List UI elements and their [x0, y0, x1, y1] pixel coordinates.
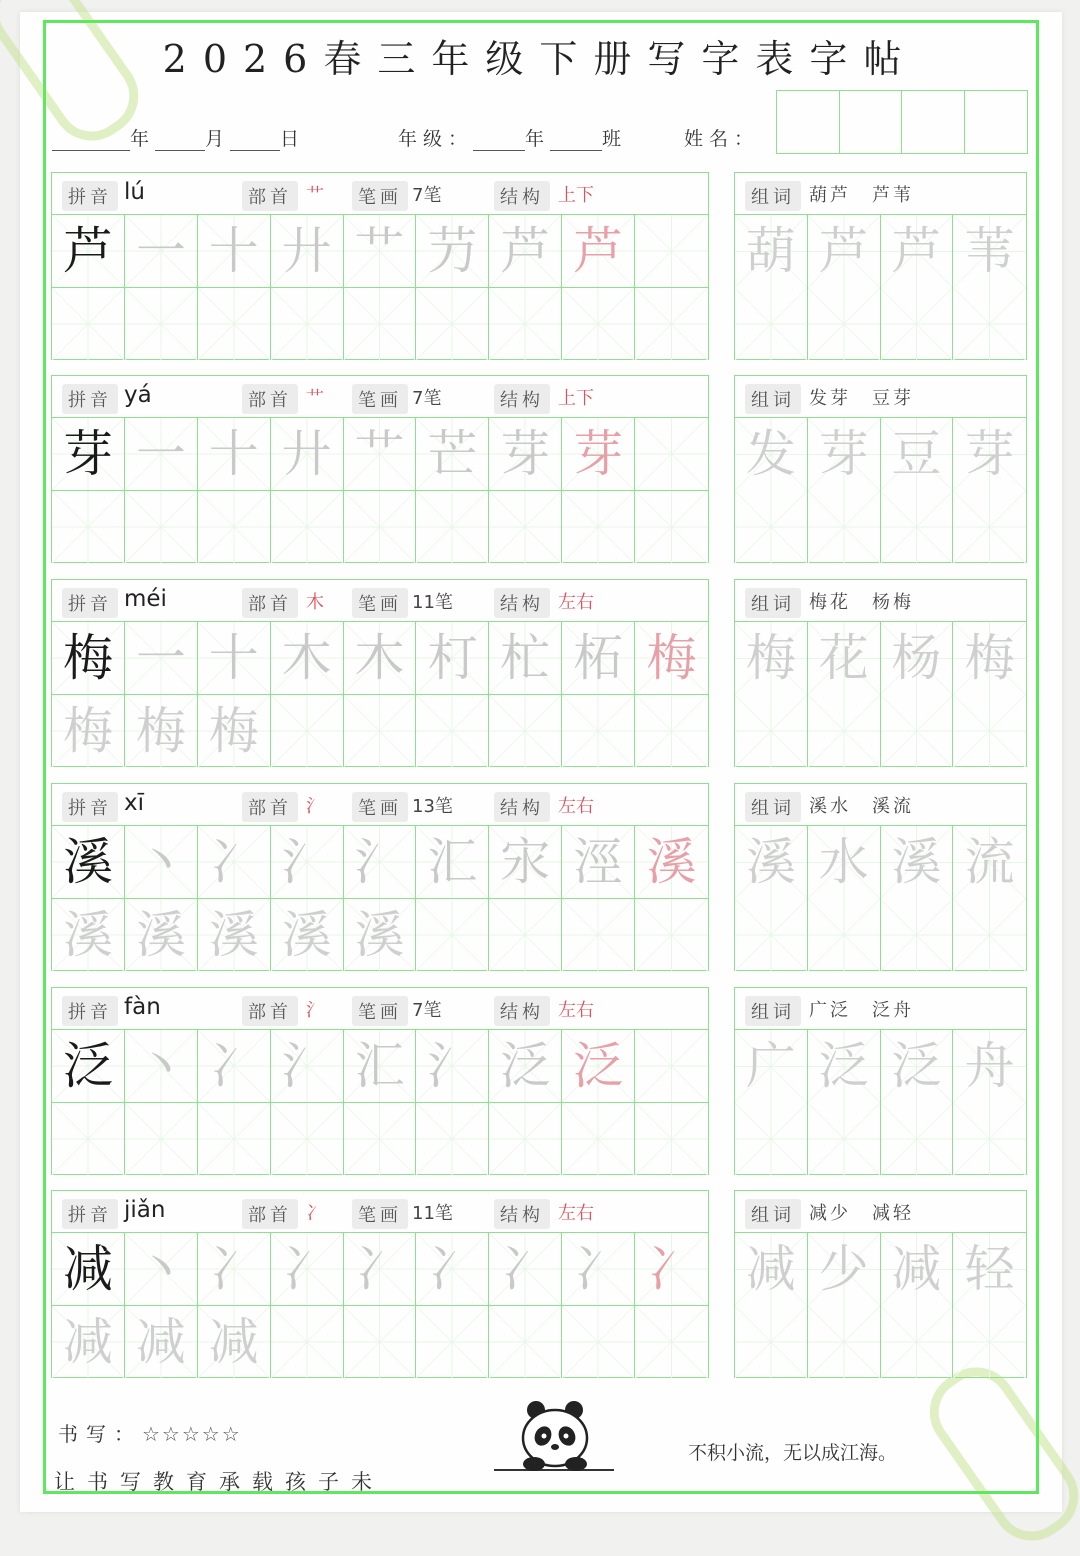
stroke-step-cell[interactable]: 艹 — [344, 215, 417, 288]
pinyin-label: 拼音 — [62, 996, 118, 1026]
panda-icon — [494, 1400, 614, 1474]
writing-cell[interactable] — [344, 695, 417, 768]
stroke-step-cell[interactable]: 冫 — [198, 826, 271, 899]
stroke-step-cell[interactable]: 溪 — [125, 899, 198, 972]
word-trace-cell[interactable]: 舟 — [953, 1030, 1026, 1103]
character-info-bar — [52, 784, 708, 826]
structure-label: 结构 — [494, 792, 550, 822]
name-field-label: 姓名： — [684, 128, 760, 150]
radical-value: 冫 — [306, 1203, 324, 1224]
strokes-label: 笔画 — [352, 1199, 408, 1229]
radical-label: 部首 — [242, 384, 298, 414]
word-trace-cell[interactable]: 减 — [881, 1233, 954, 1306]
grade-year-blank[interactable] — [473, 130, 525, 151]
stroke-step-cell[interactable]: 丶 — [125, 826, 198, 899]
stroke-practice-panel — [51, 1190, 709, 1378]
stroke-step-cell[interactable]: 汇 — [344, 1030, 417, 1103]
word-info-bar — [735, 784, 1026, 826]
word-writing-cell[interactable] — [881, 695, 954, 768]
character-block — [51, 783, 1027, 971]
stroke-step-cell[interactable]: 溪 — [52, 899, 125, 972]
word-writing-cell[interactable] — [808, 899, 881, 972]
word-writing-cell[interactable] — [735, 1103, 808, 1176]
words-label: 组词 — [745, 996, 801, 1026]
word-writing-cell[interactable] — [735, 1306, 808, 1379]
stroke-step-cell[interactable]: 丶 — [125, 1233, 198, 1306]
stroke-step-cell[interactable]: 梅 — [198, 695, 271, 768]
writing-cell[interactable] — [562, 491, 635, 564]
word-grid — [735, 622, 1026, 767]
word-writing-cell[interactable] — [808, 1306, 881, 1379]
word-writing-cell[interactable] — [953, 491, 1026, 564]
radical-label: 部首 — [242, 1199, 298, 1229]
writing-cell[interactable] — [416, 1306, 489, 1379]
word-writing-cell[interactable] — [735, 491, 808, 564]
writing-cell[interactable] — [125, 288, 198, 361]
word-grid — [735, 418, 1026, 563]
structure-value: 左右 — [558, 1000, 594, 1021]
word-trace-cell[interactable]: 豆 — [881, 418, 954, 491]
word-trace-cell[interactable]: 杨 — [881, 622, 954, 695]
word-writing-cell[interactable] — [953, 1103, 1026, 1176]
word-info-bar — [735, 988, 1026, 1030]
stroke-grid — [52, 1030, 708, 1175]
word-trace-cell[interactable]: 梅 — [735, 622, 808, 695]
model-character: 芦 — [52, 215, 125, 288]
stroke-step-cell[interactable]: 艹 — [344, 418, 417, 491]
writing-cell[interactable] — [52, 288, 125, 361]
word-practice-panel — [734, 1190, 1027, 1378]
stroke-step-cell[interactable]: 冫 — [271, 1233, 344, 1306]
stroke-step-cell[interactable]: 梅 — [125, 695, 198, 768]
class-blank[interactable] — [550, 130, 602, 151]
stroke-step-cell[interactable]: 廾 — [271, 215, 344, 288]
strokes-label: 笔画 — [352, 792, 408, 822]
pinyin-value: yá — [124, 382, 152, 408]
writing-cell[interactable] — [635, 418, 708, 491]
word-writing-cell[interactable] — [953, 288, 1026, 361]
stroke-practice-panel — [51, 783, 709, 971]
stroke-step-cell[interactable]: 减 — [198, 1306, 271, 1379]
stroke-step-cell[interactable]: 柘 — [562, 622, 635, 695]
writing-cell[interactable] — [198, 491, 271, 564]
word-writing-cell[interactable] — [881, 1103, 954, 1176]
writing-cell[interactable] — [416, 695, 489, 768]
strokes-value: 11笔 — [412, 592, 453, 613]
grade-year-label: 年 — [525, 128, 551, 150]
writing-cell[interactable] — [125, 491, 198, 564]
stroke-grid — [52, 622, 708, 767]
writing-cell[interactable] — [271, 1306, 344, 1379]
stroke-step-cell[interactable]: 冫 — [198, 1233, 271, 1306]
stroke-step-cell[interactable]: 减 — [52, 1306, 125, 1379]
stroke-step-cell[interactable]: 涇 — [562, 826, 635, 899]
radical-label: 部首 — [242, 996, 298, 1026]
word-writing-cell[interactable] — [735, 288, 808, 361]
stroke-step-cell[interactable]: 芀 — [416, 215, 489, 288]
word-info-bar — [735, 1191, 1026, 1233]
word-trace-cell[interactable]: 减 — [735, 1233, 808, 1306]
stroke-step-cell[interactable]: 减 — [125, 1306, 198, 1379]
strokes-label: 笔画 — [352, 181, 408, 211]
character-block — [51, 172, 1027, 360]
word-info-bar — [735, 580, 1026, 622]
writing-cell[interactable] — [562, 1306, 635, 1379]
stroke-grid — [52, 826, 708, 971]
year-label: 年 — [130, 128, 156, 150]
stroke-grid — [52, 418, 708, 563]
pinyin-value: fàn — [124, 994, 161, 1020]
word-writing-cell[interactable] — [808, 695, 881, 768]
words-label: 组词 — [745, 792, 801, 822]
rating-stars[interactable]: ☆☆☆☆☆ — [142, 1422, 242, 1446]
stroke-step-cell[interactable]: 溪 — [271, 899, 344, 972]
stroke-step-cell[interactable]: 冫 — [562, 1233, 635, 1306]
stroke-step-cell[interactable]: 十 — [198, 418, 271, 491]
month-label: 月 — [205, 128, 231, 150]
words-value: 减少 减轻 — [809, 1203, 914, 1224]
date-field — [52, 124, 305, 151]
word-trace-cell[interactable]: 葫 — [735, 215, 808, 288]
stroke-step-cell[interactable]: 十 — [198, 215, 271, 288]
pinyin-value: méi — [124, 586, 167, 612]
year-blank[interactable] — [52, 130, 130, 151]
stroke-step-cell[interactable]: 芒 — [416, 418, 489, 491]
word-trace-cell[interactable]: 芽 — [953, 418, 1026, 491]
character-info-bar — [52, 376, 708, 418]
strokes-label: 笔画 — [352, 996, 408, 1026]
radical-value: 艹 — [306, 185, 324, 206]
stroke-step-cell[interactable]: 廾 — [271, 418, 344, 491]
word-trace-cell[interactable]: 苇 — [953, 215, 1026, 288]
writing-cell[interactable] — [416, 899, 489, 972]
stroke-step-cell[interactable]: 朾 — [416, 622, 489, 695]
stroke-step-cell[interactable]: 梅 — [52, 695, 125, 768]
words-value: 葫芦 芦苇 — [809, 185, 914, 206]
model-character: 芽 — [52, 418, 125, 491]
day-label: 日 — [280, 128, 306, 150]
word-writing-cell[interactable] — [953, 1306, 1026, 1379]
stroke-step-cell[interactable]: 芽 — [489, 418, 562, 491]
writing-cell[interactable] — [198, 1103, 271, 1176]
word-trace-cell[interactable]: 轻 — [953, 1233, 1026, 1306]
strokes-value: 7笔 — [412, 388, 442, 409]
writing-cell[interactable] — [489, 1103, 562, 1176]
radical-label: 部首 — [242, 792, 298, 822]
character-block — [51, 987, 1027, 1175]
stroke-step-cell[interactable]: 木 — [271, 622, 344, 695]
model-character: 泛 — [52, 1030, 125, 1103]
stroke-step-cell[interactable]: 溪 — [635, 826, 708, 899]
day-blank[interactable] — [230, 130, 280, 151]
stroke-step-cell[interactable]: 泛 — [489, 1030, 562, 1103]
stroke-step-cell[interactable]: 冫 — [635, 1233, 708, 1306]
character-block — [51, 579, 1027, 767]
word-writing-cell[interactable] — [881, 491, 954, 564]
page-title: 2026春三年级下册写字表字帖 — [162, 37, 918, 81]
structure-label: 结构 — [494, 384, 550, 414]
writing-cell[interactable] — [562, 288, 635, 361]
word-writing-cell[interactable] — [808, 491, 881, 564]
structure-value: 左右 — [558, 592, 594, 613]
stroke-step-cell[interactable]: 溪 — [344, 899, 417, 972]
word-practice-panel — [734, 987, 1027, 1175]
structure-value: 上下 — [558, 388, 594, 409]
writing-cell[interactable] — [635, 1030, 708, 1103]
word-trace-cell[interactable]: 少 — [808, 1233, 881, 1306]
word-writing-cell[interactable] — [808, 1103, 881, 1176]
word-trace-cell[interactable]: 芦 — [808, 215, 881, 288]
writing-cell[interactable] — [489, 491, 562, 564]
stroke-step-cell[interactable]: 芦 — [562, 215, 635, 288]
words-label: 组词 — [745, 1199, 801, 1229]
stroke-practice-panel — [51, 172, 709, 360]
word-writing-cell[interactable] — [881, 1306, 954, 1379]
structure-label: 结构 — [494, 1199, 550, 1229]
model-character: 溪 — [52, 826, 125, 899]
word-trace-cell[interactable]: 芦 — [881, 215, 954, 288]
strokes-label: 笔画 — [352, 588, 408, 618]
grade-label: 年级： — [398, 128, 474, 150]
pinyin-value: jiǎn — [124, 1197, 166, 1223]
writing-cell[interactable] — [489, 288, 562, 361]
word-trace-cell[interactable]: 梅 — [953, 622, 1026, 695]
stroke-step-cell[interactable]: 木 — [344, 622, 417, 695]
word-trace-cell[interactable]: 发 — [735, 418, 808, 491]
word-writing-cell[interactable] — [881, 288, 954, 361]
stroke-step-cell[interactable]: 氵 — [416, 1030, 489, 1103]
stroke-grid — [52, 215, 708, 360]
quote-text: 不积小流，无以成江海。 — [688, 1442, 898, 1464]
writing-cell[interactable] — [562, 1103, 635, 1176]
word-practice-panel — [734, 783, 1027, 971]
character-info-bar — [52, 173, 708, 215]
writing-cell[interactable] — [416, 1103, 489, 1176]
writing-cell[interactable] — [635, 491, 708, 564]
strokes-value: 7笔 — [412, 1000, 442, 1021]
slogan-text: 让书写教育承载孩子未 — [54, 1470, 384, 1494]
words-value: 梅花 杨梅 — [809, 592, 914, 613]
word-practice-panel — [734, 579, 1027, 767]
word-trace-cell[interactable]: 广 — [735, 1030, 808, 1103]
word-info-bar — [735, 173, 1026, 215]
writing-cell[interactable] — [271, 695, 344, 768]
writing-cell[interactable] — [489, 695, 562, 768]
writing-cell[interactable] — [344, 491, 417, 564]
word-grid — [735, 826, 1026, 971]
word-trace-cell[interactable]: 花 — [808, 622, 881, 695]
writing-cell[interactable] — [271, 491, 344, 564]
word-writing-cell[interactable] — [735, 695, 808, 768]
strokes-value: 13笔 — [412, 796, 453, 817]
writing-cell[interactable] — [344, 1306, 417, 1379]
radical-value: 木 — [306, 592, 324, 613]
writing-cell[interactable] — [635, 215, 708, 288]
word-writing-cell[interactable] — [881, 899, 954, 972]
character-block — [51, 1190, 1027, 1378]
stroke-practice-panel — [51, 987, 709, 1175]
stroke-step-cell[interactable]: 汇 — [416, 826, 489, 899]
word-trace-cell[interactable]: 流 — [953, 826, 1026, 899]
structure-label: 结构 — [494, 181, 550, 211]
structure-value: 上下 — [558, 185, 594, 206]
pinyin-label: 拼音 — [62, 181, 118, 211]
stroke-step-cell[interactable]: 丶 — [125, 1030, 198, 1103]
class-label: 班 — [602, 128, 628, 150]
stroke-step-cell[interactable]: 冫 — [489, 1233, 562, 1306]
structure-label: 结构 — [494, 588, 550, 618]
writing-cell[interactable] — [198, 288, 271, 361]
writing-cell[interactable] — [344, 288, 417, 361]
writing-cell[interactable] — [635, 695, 708, 768]
words-label: 组词 — [745, 588, 801, 618]
stroke-step-cell[interactable]: 泛 — [562, 1030, 635, 1103]
radical-value: 氵 — [306, 1000, 324, 1021]
character-info-bar — [52, 988, 708, 1030]
word-info-bar — [735, 376, 1026, 418]
stroke-step-cell[interactable]: 溪 — [198, 899, 271, 972]
structure-value: 左右 — [558, 796, 594, 817]
writing-cell[interactable] — [562, 695, 635, 768]
word-trace-cell[interactable]: 溪 — [735, 826, 808, 899]
words-value: 发芽 豆芽 — [809, 388, 914, 409]
writing-cell[interactable] — [635, 288, 708, 361]
strokes-value: 11笔 — [412, 1203, 453, 1224]
stroke-step-cell[interactable]: 一 — [125, 622, 198, 695]
words-label: 组词 — [745, 181, 801, 211]
character-block — [51, 375, 1027, 563]
writing-cell[interactable] — [52, 1103, 125, 1176]
stroke-practice-panel — [51, 375, 709, 563]
words-value: 广泛 泛舟 — [809, 1000, 914, 1021]
stroke-step-cell[interactable]: 氵 — [271, 826, 344, 899]
stroke-step-cell[interactable]: 㲾 — [489, 826, 562, 899]
pinyin-label: 拼音 — [62, 588, 118, 618]
rating-label: 书写： — [58, 1422, 142, 1446]
word-writing-cell[interactable] — [735, 899, 808, 972]
writing-cell[interactable] — [416, 288, 489, 361]
strokes-label: 笔画 — [352, 384, 408, 414]
word-writing-cell[interactable] — [953, 695, 1026, 768]
words-label: 组词 — [745, 384, 801, 414]
stroke-step-cell[interactable]: 芽 — [562, 418, 635, 491]
structure-value: 左右 — [558, 1203, 594, 1224]
pinyin-label: 拼音 — [62, 792, 118, 822]
writing-cell[interactable] — [635, 1103, 708, 1176]
stroke-practice-panel — [51, 579, 709, 767]
writing-cell[interactable] — [416, 491, 489, 564]
pinyin-label: 拼音 — [62, 384, 118, 414]
stroke-step-cell[interactable]: 氵 — [271, 1030, 344, 1103]
strokes-value: 7笔 — [412, 185, 442, 206]
pinyin-value: xī — [124, 790, 145, 816]
structure-label: 结构 — [494, 996, 550, 1026]
radical-value: 艹 — [306, 388, 324, 409]
model-character: 梅 — [52, 622, 125, 695]
writing-cell[interactable] — [489, 1306, 562, 1379]
stroke-step-cell[interactable]: 梅 — [635, 622, 708, 695]
words-value: 溪水 溪流 — [809, 796, 914, 817]
word-practice-panel — [734, 375, 1027, 563]
stroke-grid — [52, 1233, 708, 1378]
month-blank[interactable] — [155, 130, 205, 151]
writing-cell[interactable] — [344, 1103, 417, 1176]
character-info-bar — [52, 1191, 708, 1233]
stroke-step-cell[interactable]: 氵 — [344, 826, 417, 899]
stroke-step-cell[interactable]: 杧 — [489, 622, 562, 695]
stroke-step-cell[interactable]: 冫 — [416, 1233, 489, 1306]
stroke-step-cell[interactable]: 冫 — [344, 1233, 417, 1306]
name-writing-grid[interactable] — [776, 90, 1028, 154]
word-writing-cell[interactable] — [808, 288, 881, 361]
word-trace-cell[interactable]: 泛 — [881, 1030, 954, 1103]
writing-cell[interactable] — [52, 491, 125, 564]
writing-cell[interactable] — [562, 899, 635, 972]
writing-cell[interactable] — [635, 899, 708, 972]
pinyin-value: lú — [124, 179, 145, 205]
word-practice-panel — [734, 172, 1027, 360]
character-info-bar — [52, 580, 708, 622]
radical-label: 部首 — [242, 181, 298, 211]
stroke-step-cell[interactable]: 一 — [125, 418, 198, 491]
radical-value: 氵 — [306, 796, 324, 817]
stroke-step-cell[interactable]: 十 — [198, 622, 271, 695]
model-character: 减 — [52, 1233, 125, 1306]
word-trace-cell[interactable]: 芽 — [808, 418, 881, 491]
rating-row — [58, 1418, 242, 1447]
stroke-step-cell[interactable]: 一 — [125, 215, 198, 288]
writing-cell[interactable] — [271, 288, 344, 361]
word-trace-cell[interactable]: 泛 — [808, 1030, 881, 1103]
word-grid — [735, 215, 1026, 360]
writing-cell[interactable] — [271, 1103, 344, 1176]
stroke-step-cell[interactable]: 芦 — [489, 215, 562, 288]
word-trace-cell[interactable]: 溪 — [881, 826, 954, 899]
radical-label: 部首 — [242, 588, 298, 618]
word-writing-cell[interactable] — [953, 899, 1026, 972]
word-grid — [735, 1030, 1026, 1175]
writing-cell[interactable] — [489, 899, 562, 972]
word-trace-cell[interactable]: 水 — [808, 826, 881, 899]
stroke-step-cell[interactable]: 冫 — [198, 1030, 271, 1103]
writing-cell[interactable] — [635, 1306, 708, 1379]
word-grid — [735, 1233, 1026, 1378]
writing-cell[interactable] — [125, 1103, 198, 1176]
grade-field — [398, 124, 627, 151]
pinyin-label: 拼音 — [62, 1199, 118, 1229]
